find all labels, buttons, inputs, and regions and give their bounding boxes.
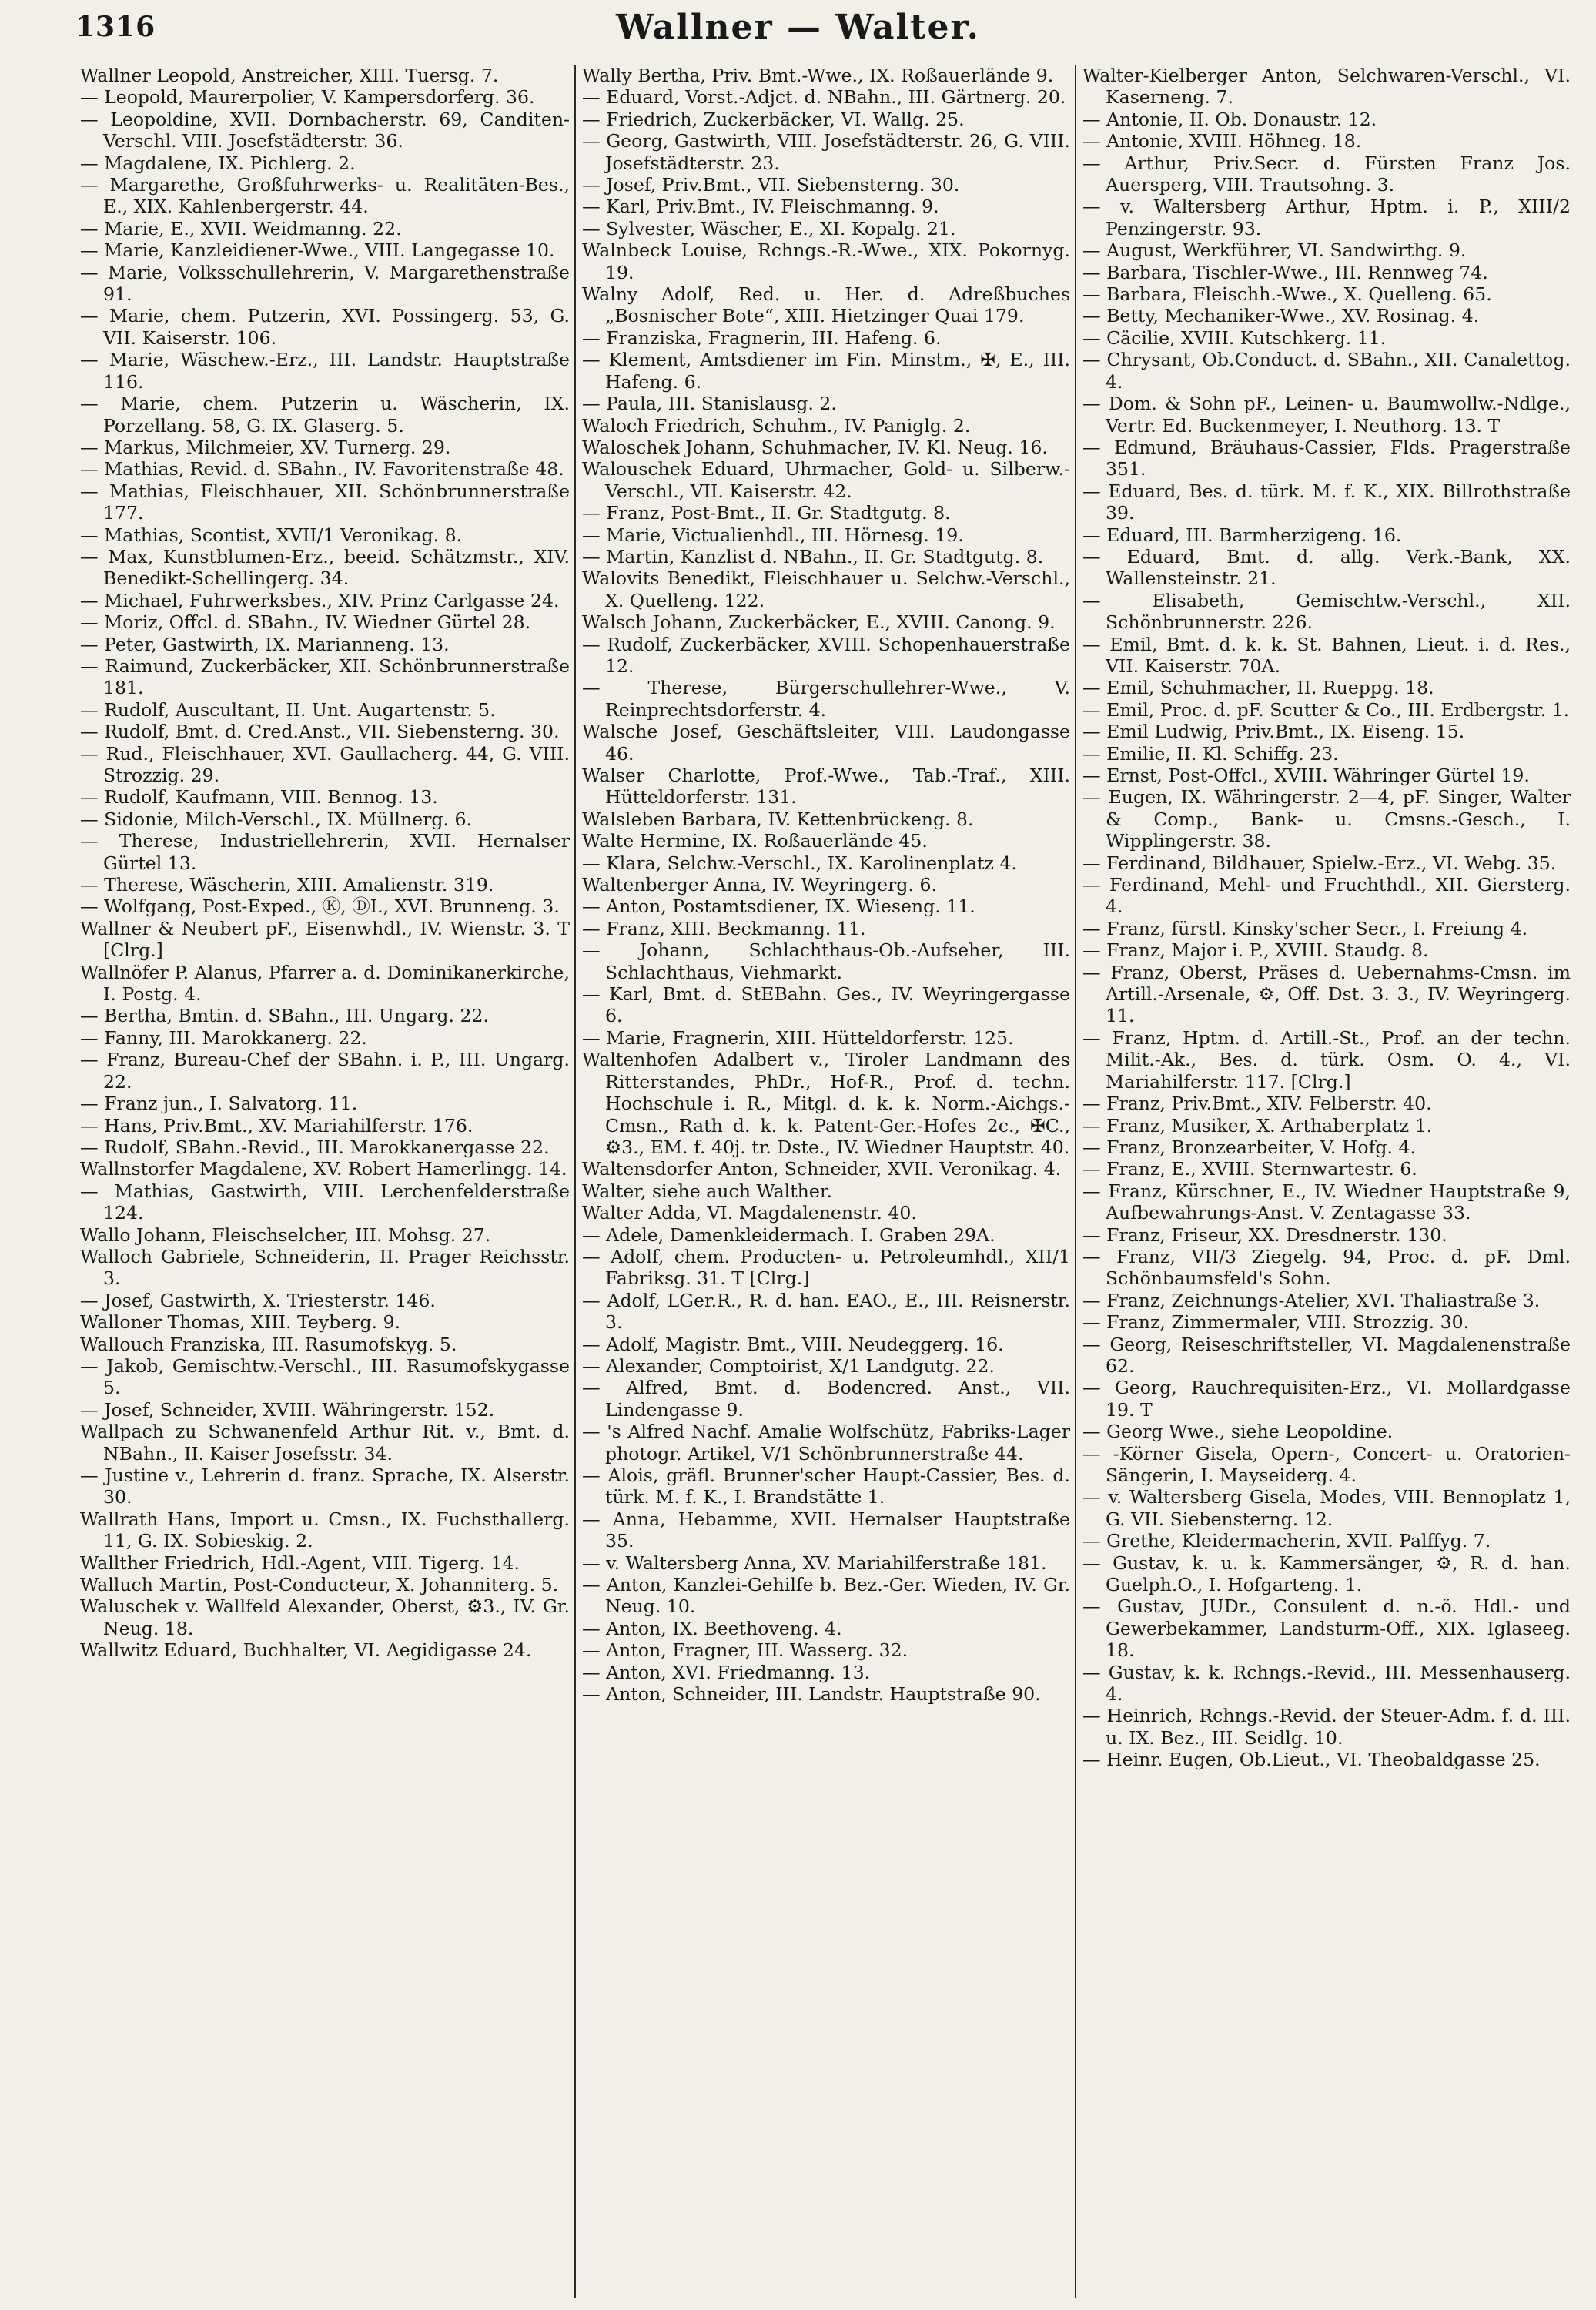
directory-entry: — Franz, Zeichnungs-Atelier, XVI. Thaliastraße 3. <box>1082 1289 1541 1311</box>
directory-entry: — Adolf, chem. Producten- u. Petroleumhdl., XII/1 Fabriksg. 31. T [Clrg.] <box>582 1245 1070 1290</box>
directory-entry: — Alois, gräfl. Brunner'scher Haupt-Cassier, Bes. d. türk. M. f. K., I. Brandstätte 1. <box>582 1465 1070 1508</box>
directory-entry: — Rud., Fleischhauer, XVI. Gaullacherg. 44, G. VIII. Strozzig. 29. <box>80 742 570 786</box>
directory-entry: Walter, siehe auch Walther. <box>582 1180 833 1202</box>
directory-entry: — Friedrich, Zuckerbäcker, VI. Wallg. 25. <box>582 108 965 130</box>
directory-entry: — Anton, Fragner, III. Wasserg. 32. <box>582 1639 908 1662</box>
directory-entry: — Adele, Damenkleidermach. I. Graben 29A. <box>582 1224 995 1246</box>
directory-entry: Walser Charlotte, Prof.-Wwe., Tab.-Traf., XIII. Hütteldorferstr. 131. <box>582 765 1070 808</box>
directory-entry: Wallnöfer P. Alanus, Pfarrer a. d. Dominikanerkirche, I. Postg. 4. <box>80 961 570 1006</box>
directory-entry: — Leopold, Maurerpolier, V. Kampersdorferg. 36. <box>80 86 535 109</box>
directory-entry: — Georg Wwe., siehe Leopoldine. <box>1082 1421 1394 1443</box>
directory-entry: — Franz, VII/3 Ziegelg. 94, Proc. d. pF. Dml. Schönbaumsfeld's Sohn. <box>1082 1245 1571 1290</box>
running-head: Wallner — Walter. <box>616 8 980 47</box>
directory-entry: Wallouch Franziska, III. Rasumofskyg. 5. <box>80 1333 457 1355</box>
directory-entry: — Josef, Schneider, XVIII. Währingerstr. 152. <box>80 1398 495 1421</box>
directory-entry: — Chrysant, Ob.Conduct. d. SBahn., XII. Canalettog. 4. <box>1082 349 1571 393</box>
directory-entry: — Emil, Schuhmacher, II. Rueppg. 18. <box>1082 677 1434 699</box>
directory-entry: Walnbeck Louise, Rchngs.-R.-Wwe., XIX. Pokornyg. 19. <box>582 239 1070 283</box>
directory-entry: — Marie, Kanzleidiener-Wwe., VIII. Langegasse 10. <box>80 239 555 262</box>
directory-entry: — Franz, Hptm. d. Artill.-St., Prof. an der techn. Milit.-Ak., Bes. d. türk. Osm. O. 4., VI. Mariahilferstr. 117. [Clrg.] <box>1082 1026 1571 1093</box>
directory-entry: — Emil, Bmt. d. k. k. St. Bahnen, Lieut. i. d. Res., VII. Kaiserstr. 70A. <box>1082 633 1571 677</box>
directory-entry: — v. Waltersberg Anna, XV. Mariahilferstraße 181. <box>582 1552 1047 1574</box>
directory-entry: — Antonie, XVIII. Höhneg. 18. <box>1082 130 1362 152</box>
directory-entry: — Arthur, Priv.Secr. d. Fürsten Franz Jos. Auersperg, VIII. Trautsohng. 3. <box>1082 152 1571 196</box>
directory-entry: — Franz, Kürschner, E., IV. Wiedner Hauptstraße 9, Aufbewahrungs-Anst. V. Zentagasse 33. <box>1082 1180 1571 1224</box>
directory-entry: — Franziska, Fragnerin, III. Hafeng. 6. <box>582 326 942 349</box>
directory-entry: Walovits Benedikt, Fleischhauer u. Selchw.-Verschl., X. Quelleng. 122. <box>582 567 1070 611</box>
directory-entry: — Dom. & Sohn pF., Leinen- u. Baumwollw.-Ndlge., Vertr. Ed. Buckenmeyer, I. Neuthorg. 13. T <box>1082 393 1571 437</box>
directory-entry: — Anton, Kanzlei-Gehilfe b. Bez.-Ger. Wieden, IV. Gr. Neug. 10. <box>582 1574 1070 1618</box>
directory-entry: — Rudolf, Kaufmann, VIII. Bennog. 13. <box>80 786 438 808</box>
directory-entry: Wallo Johann, Fleischselcher, III. Mohsg. 27. <box>80 1224 491 1246</box>
directory-entry: — Raimund, Zuckerbäcker, XII. Schönbrunnerstraße 181. <box>80 654 570 699</box>
directory-entry: — Therese, Wäscherin, XIII. Amalienstr. 319. <box>80 874 494 896</box>
directory-entry: — Georg, Rauchrequisiten-Erz., VI. Mollardgasse 19. T <box>1082 1377 1571 1421</box>
directory-entry: — Marie, Fragnerin, XIII. Hütteldorferstr. 125. <box>582 1026 1014 1049</box>
directory-entry: — Peter, Gastwirth, IX. Marianneng. 13. <box>80 633 450 655</box>
directory-entry: — Adolf, LGer.R., R. d. han. EAO., E., III. Reisnerstr. 3. <box>582 1289 1070 1334</box>
directory-entry: — Klara, Selchw.-Verschl., IX. Karolinenplatz 4. <box>582 852 1017 874</box>
directory-entry: Walouschek Eduard, Uhrmacher, Gold- u. Silberw.-Verschl., VII. Kaiserstr. 42. <box>582 458 1070 502</box>
directory-entry: — Klement, Amtsdiener im Fin. Minstm., ✠, E., III. Hafeng. 6. <box>582 349 1070 393</box>
directory-entry: Walter-Kielberger Anton, Selchwaren-Verschl., VI. Kaserneng. 7. <box>1082 65 1571 109</box>
directory-entry: — Adolf, Magistr. Bmt., VIII. Neudeggerg. 16. <box>582 1333 1004 1355</box>
directory-entry: — Johann, Schlachthaus-Ob.-Aufseher, III. Schlachthaus, Viehmarkt. <box>582 939 1070 983</box>
column-right <box>1075 65 1575 2298</box>
directory-entry: — Rudolf, Zuckerbäcker, XVIII. Schopenhauerstraße 12. <box>582 633 1070 677</box>
directory-entry: Wallner & Neubert pF., Eisenwhdl., IV. Wienstr. 3. T [Clrg.] <box>80 917 570 962</box>
directory-entry: — Franz, Zimmermaler, VIII. Strozzig. 30. <box>1082 1311 1470 1334</box>
directory-entry: — Josef, Gastwirth, X. Triesterstr. 146. <box>80 1289 436 1311</box>
directory-entry: — Moriz, Offcl. d. SBahn., IV. Wiedner Gürtel 28. <box>80 611 531 634</box>
directory-entry: Walsche Josef, Geschäftsleiter, VIII. Laudongasse 46. <box>582 721 1070 765</box>
directory-entry: — Gustav, k. k. Rchngs.-Revid., III. Messenhauserg. 4. <box>1082 1661 1571 1706</box>
directory-entry: — Mathias, Scontist, XVII/1 Veronikag. 8. <box>80 524 463 546</box>
directory-entry: — Eugen, IX. Währingerstr. 2—4, pF. Singer, Walter & Comp., Bank- u. Cmsns.-Gesch., I. Wipplingerstr. 38. <box>1082 786 1571 852</box>
directory-entry: — Anton, Schneider, III. Landstr. Hauptstraße 90. <box>582 1683 1041 1706</box>
directory-entry: Waloschek Johann, Schuhmacher, IV. Kl. Neug. 16. <box>582 436 1048 458</box>
directory-entry: Wallnstorfer Magdalene, XV. Robert Hamerlingg. 14. <box>80 1158 567 1180</box>
directory-entry: — Anna, Hebamme, XVII. Hernalser Hauptstraße 35. <box>582 1508 1070 1552</box>
directory-entry: Waltenberger Anna, IV. Weyringerg. 6. <box>582 874 937 896</box>
directory-entry: Waluschek v. Wallfeld Alexander, Oberst, ⚙3., IV. Gr. Neug. 18. <box>80 1595 570 1639</box>
directory-entry: — Elisabeth, Gemischtw.-Verschl., XII. Schönbrunnerstr. 226. <box>1082 589 1571 634</box>
column-left <box>74 65 574 2298</box>
directory-entry: — Franz, Musiker, X. Arthaberplatz 1. <box>1082 1114 1433 1137</box>
directory-entry: — Marie, Victualienhdl., III. Hörnesg. 19. <box>582 524 964 546</box>
directory-entry: — Edmund, Bräuhaus-Cassier, Flds. Pragerstraße 351. <box>1082 436 1571 480</box>
directory-entry: — Ernst, Post-Offcl., XVIII. Währinger Gürtel 19. <box>1082 765 1530 786</box>
directory-entry: — Betty, Mechaniker-Wwe., XV. Rosinag. 4. <box>1082 305 1480 327</box>
directory-entry: — Therese, Industriellehrerin, XVII. Hernalser Gürtel 13. <box>80 830 570 874</box>
directory-entry: — Mathias, Gastwirth, VIII. Lerchenfelderstraße 124. <box>80 1180 570 1224</box>
directory-entry: Wallwitz Eduard, Buchhalter, VI. Aegidigasse 24. <box>80 1639 532 1662</box>
directory-entry: Waltensdorfer Anton, Schneider, XVII. Veronikag. 4. <box>582 1158 1062 1180</box>
directory-entry: — Max, Kunstblumen-Erz., beeid. Schätzmstr., XIV. Benedikt-Schellingerg. 34. <box>80 545 570 590</box>
directory-entry: — Michael, Fuhrwerksbes., XIV. Prinz Carlgasse 24. <box>80 589 560 611</box>
directory-entry: — Margarethe, Großfuhrwerks- u. Realitäten-Bes., E., XIX. Kahlenbergerstr. 44. <box>80 174 570 218</box>
directory-entry: — Martin, Kanzlist d. NBahn., II. Gr. Stadtgutg. 8. <box>582 545 1044 567</box>
page-number: 1316 <box>75 11 156 43</box>
directory-entry: — Jakob, Gemischtw.-Verschl., III. Rasumofskygasse 5. <box>80 1354 570 1399</box>
directory-entry: — Georg, Reiseschriftsteller, VI. Magdalenenstraße 62. <box>1082 1333 1571 1377</box>
directory-entry: — Hans, Priv.Bmt., XV. Mariahilferstr. 176. <box>80 1114 473 1137</box>
directory-entry: — Emilie, II. Kl. Schiffg. 23. <box>1082 742 1339 765</box>
directory-entry: — Franz, E., XVIII. Sternwartestr. 6. <box>1082 1158 1417 1180</box>
directory-entry: Wally Bertha, Priv. Bmt.-Wwe., IX. Roßauerlände 9. <box>582 65 1054 86</box>
column-middle <box>574 65 1075 2298</box>
directory-entry: — v. Waltersberg Arthur, Hptm. i. P., XIII/2 Penzingerstr. 93. <box>1082 196 1571 239</box>
directory-entry: Walloch Gabriele, Schneiderin, II. Prager Reichsstr. 3. <box>80 1245 570 1290</box>
directory-entry: — Eduard, III. Barmherzigeng. 16. <box>1082 524 1402 546</box>
directory-entry: — Karl, Bmt. d. StEBahn. Ges., IV. Weyringergasse 6. <box>582 983 1070 1027</box>
directory-entry: — Rudolf, Bmt. d. Cred.Anst., VII. Siebensterng. 30. <box>80 721 560 743</box>
directory-entry: — Emil, Proc. d. pF. Scutter & Co., III. Erdbergstr. 1. <box>1082 698 1570 721</box>
directory-entry: — Rudolf, SBahn.-Revid., III. Marokkanergasse 22. <box>80 1136 550 1158</box>
directory-entry: — Franz, Bureau-Chef der SBahn. i. P., III. Ungarg. 22. <box>80 1049 570 1093</box>
directory-entry: — Anton, IX. Beethoveng. 4. <box>582 1617 842 1639</box>
directory-entry: — Anton, XVI. Friedmanng. 13. <box>582 1661 871 1683</box>
directory-entry: Waloch Friedrich, Schuhm., IV. Paniglg. 2. <box>582 414 971 437</box>
directory-entry: — Ferdinand, Mehl- und Fruchthdl., XII. Giersterg. 4. <box>1082 874 1571 918</box>
directory-entry: — Mathias, Revid. d. SBahn., IV. Favoritenstraße 48. <box>80 458 564 480</box>
columns-container <box>74 65 1575 2298</box>
directory-entry: — Markus, Milchmeier, XV. Turnerg. 29. <box>80 436 451 458</box>
directory-entry: — Therese, Bürgerschullehrer-Wwe., V. Reinprechtsdorferstr. 4. <box>582 677 1070 721</box>
directory-entry: — Marie, E., XVII. Weidmanng. 22. <box>80 217 402 239</box>
directory-entry: Walter Adda, VI. Magdalenenstr. 40. <box>582 1202 917 1224</box>
directory-entry: — Franz, Post-Bmt., II. Gr. Stadtgutg. 8. <box>582 502 951 524</box>
directory-entry: — Franz, XIII. Beckmanng. 11. <box>582 917 866 939</box>
directory-entry: — Justine v., Lehrerin d. franz. Sprache, IX. Alserstr. 30. <box>80 1465 570 1508</box>
directory-entry: — Marie, chem. Putzerin u. Wäscherin, IX. Porzellang. 58, G. IX. Glaserg. 5. <box>80 393 570 437</box>
directory-entry: — Franz jun., I. Salvatorg. 11. <box>80 1093 358 1115</box>
directory-entry: — Antonie, II. Ob. Donaustr. 12. <box>1082 108 1377 130</box>
directory-entry: Wallpach zu Schwanenfeld Arthur Rit. v., Bmt. d. NBahn., II. Kaiser Josefsstr. 34. <box>80 1421 570 1465</box>
directory-entry: — Eduard, Vorst.-Adjct. d. NBahn., III. Gärtnerg. 20. <box>582 86 1066 109</box>
directory-entry: — v. Waltersberg Gisela, Modes, VIII. Bennoplatz 1, G. VII. Siebensterng. 12. <box>1082 1486 1571 1530</box>
directory-entry: — Marie, Wäschew.-Erz., III. Landstr. Hauptstraße 116. <box>80 349 570 393</box>
directory-entry: — Franz, Friseur, XX. Dresdnerstr. 130. <box>1082 1224 1447 1246</box>
directory-entry: — Paula, III. Stanislausg. 2. <box>582 393 837 415</box>
directory-entry: — Georg, Gastwirth, VIII. Josefstädterstr. 26, G. VIII. Josefstädterstr. 23. <box>582 130 1070 174</box>
directory-entry: — Barbara, Fleischh.-Wwe., X. Quelleng. 65. <box>1082 283 1492 306</box>
directory-entry: Wallther Friedrich, Hdl.-Agent, VIII. Tigerg. 14. <box>80 1552 520 1574</box>
directory-entry: — Mathias, Fleischhauer, XII. Schönbrunnerstraße 177. <box>80 480 570 524</box>
directory-entry: — Bertha, Bmtin. d. SBahn., III. Ungarg. 22. <box>80 1005 490 1027</box>
directory-entry: — Cäcilie, XVIII. Kutschkerg. 11. <box>1082 326 1387 349</box>
directory-entry: — Emil Ludwig, Priv.Bmt., IX. Eiseng. 15. <box>1082 721 1465 743</box>
directory-entry: Wallrath Hans, Import u. Cmsn., IX. Fuchsthallerg. 11, G. IX. Sobieskig. 2. <box>80 1508 570 1552</box>
directory-entry: — Leopoldine, XVII. Dornbacherstr. 69, Canditen-Verschl. VIII. Josefstädterstr. 36. <box>80 108 570 152</box>
directory-entry: — Sylvester, Wäscher, E., XI. Kopalg. 21. <box>582 217 956 239</box>
directory-entry: — Franz, fürstl. Kinsky'scher Secr., I. Freiung 4. <box>1082 917 1528 939</box>
directory-entry: — Franz, Bronzearbeiter, V. Hofg. 4. <box>1082 1136 1416 1158</box>
directory-entry: — Heinr. Eugen, Ob.Lieut., VI. Theobaldgasse 25. <box>1082 1749 1541 1771</box>
directory-entry: — Barbara, Tischler-Wwe., III. Rennweg 74. <box>1082 261 1488 283</box>
directory-entry: Walloner Thomas, XIII. Teyberg. 9. <box>80 1311 401 1334</box>
directory-entry: — Ferdinand, Bildhauer, Spielw.-Erz., VI. Webg. 35. <box>1082 852 1557 874</box>
directory-entry: — Gustav, JUDr., Consulent d. n.-ö. Hdl.- und Gewerbekammer, Landsturm-Off., XIX. Iglaseeg. 18. <box>1082 1595 1571 1662</box>
directory-entry: — Grethe, Kleidermacherin, XVII. Palffyg. 7. <box>1082 1530 1491 1552</box>
directory-entry: — August, Werkführer, VI. Sandwirthg. 9. <box>1082 239 1467 262</box>
directory-entry: Wallner Leopold, Anstreicher, XIII. Tuersg. 7. <box>80 65 499 86</box>
directory-entry: — Heinrich, Rchngs.-Revid. der Steuer-Adm. f. d. III. u. IX. Bez., III. Seidlg. 10. <box>1082 1705 1571 1749</box>
directory-entry: — Anton, Postamtsdiener, IX. Wieseng. 11. <box>582 896 975 918</box>
directory-entry: — Rudolf, Auscultant, II. Unt. Augartenstr. 5. <box>80 698 496 721</box>
directory-entry: — Franz, Priv.Bmt., XIV. Felberstr. 40. <box>1082 1093 1432 1115</box>
directory-entry: — Magdalene, IX. Pichlerg. 2. <box>80 152 356 174</box>
directory-entry: — Eduard, Bes. d. türk. M. f. K., XIX. Billrothstraße 39. <box>1082 480 1571 524</box>
directory-entry: — Marie, chem. Putzerin, XVI. Possingerg. 53, G. VII. Kaiserstr. 106. <box>80 305 570 349</box>
directory-entry: — Gustav, k. u. k. Kammersänger, ⚙, R. d. han. Guelph.O., I. Hofgarteng. 1. <box>1082 1552 1571 1596</box>
directory-entry: — Franz, Major i. P., XVIII. Staudg. 8. <box>1082 939 1429 962</box>
directory-entry: — Wolfgang, Post-Exped., Ⓚ, ⒹI., XVI. Brunneng. 3. <box>80 896 560 918</box>
directory-entry: — Alfred, Bmt. d. Bodencred. Anst., VII. Lindengasse 9. <box>582 1377 1070 1421</box>
directory-entry: Walte Hermine, IX. Roßauerlände 45. <box>582 830 928 852</box>
directory-entry: — Marie, Volksschullehrerin, V. Margarethenstraße 91. <box>80 261 570 306</box>
directory-entry: Walsch Johann, Zuckerbäcker, E., XVIII. Canong. 9. <box>582 611 1056 634</box>
directory-entry: Waltenhofen Adalbert v., Tiroler Landmann des Ritterstandes, PhDr., Hof-R., Prof. d. techn. Hochschule i. R., Mitgl. d. k. k. Norm.-Aichgs.-Cmsn., Rath d. k. k. Patent-Ger.-Hofes 2c., ✠C., ⚙3., EM. f. 40j. tr. Dste., IV. Wiedner Hauptstr. 40. <box>582 1049 1070 1158</box>
directory-entry: — Alexander, Comptoirist, X/1 Landgutg. 22. <box>582 1354 995 1377</box>
directory-entry: — Franz, Oberst, Präses d. Uebernahms-Cmsn. im Artill.-Arsenale, ⚙, Off. Dst. 3. 3., IV. Weyringerg. 11. <box>1082 961 1571 1027</box>
directory-entry: — -Körner Gisela, Opern-, Concert- u. Oratorien-Sängerin, I. Mayseiderg. 4. <box>1082 1442 1571 1486</box>
directory-entry: — Sidonie, Milch-Verschl., IX. Müllnerg. 6. <box>80 808 473 830</box>
directory-entry: — Josef, Priv.Bmt., VII. Siebensterng. 30. <box>582 174 960 196</box>
directory-entry: — Karl, Priv.Bmt., IV. Fleischmanng. 9. <box>582 196 939 218</box>
directory-entry: — Fanny, III. Marokkanerg. 22. <box>80 1026 367 1049</box>
directory-entry: Walny Adolf, Red. u. Her. d. Adreßbuches „Bosnischer Bote“, XIII. Hietzinger Quai 179. <box>582 283 1070 327</box>
directory-entry: Walsleben Barbara, IV. Kettenbrückeng. 8. <box>582 808 974 830</box>
directory-entry: Walluch Martin, Post-Conducteur, X. Johanniterg. 5. <box>80 1574 559 1596</box>
directory-entry: — 's Alfred Nachf. Amalie Wolfschütz, Fabriks-Lager photogr. Artikel, V/1 Schönbrunnerstraße 44. <box>582 1421 1070 1465</box>
directory-entry: — Eduard, Bmt. d. allg. Verk.-Bank, XX. Wallensteinstr. 21. <box>1082 545 1571 590</box>
